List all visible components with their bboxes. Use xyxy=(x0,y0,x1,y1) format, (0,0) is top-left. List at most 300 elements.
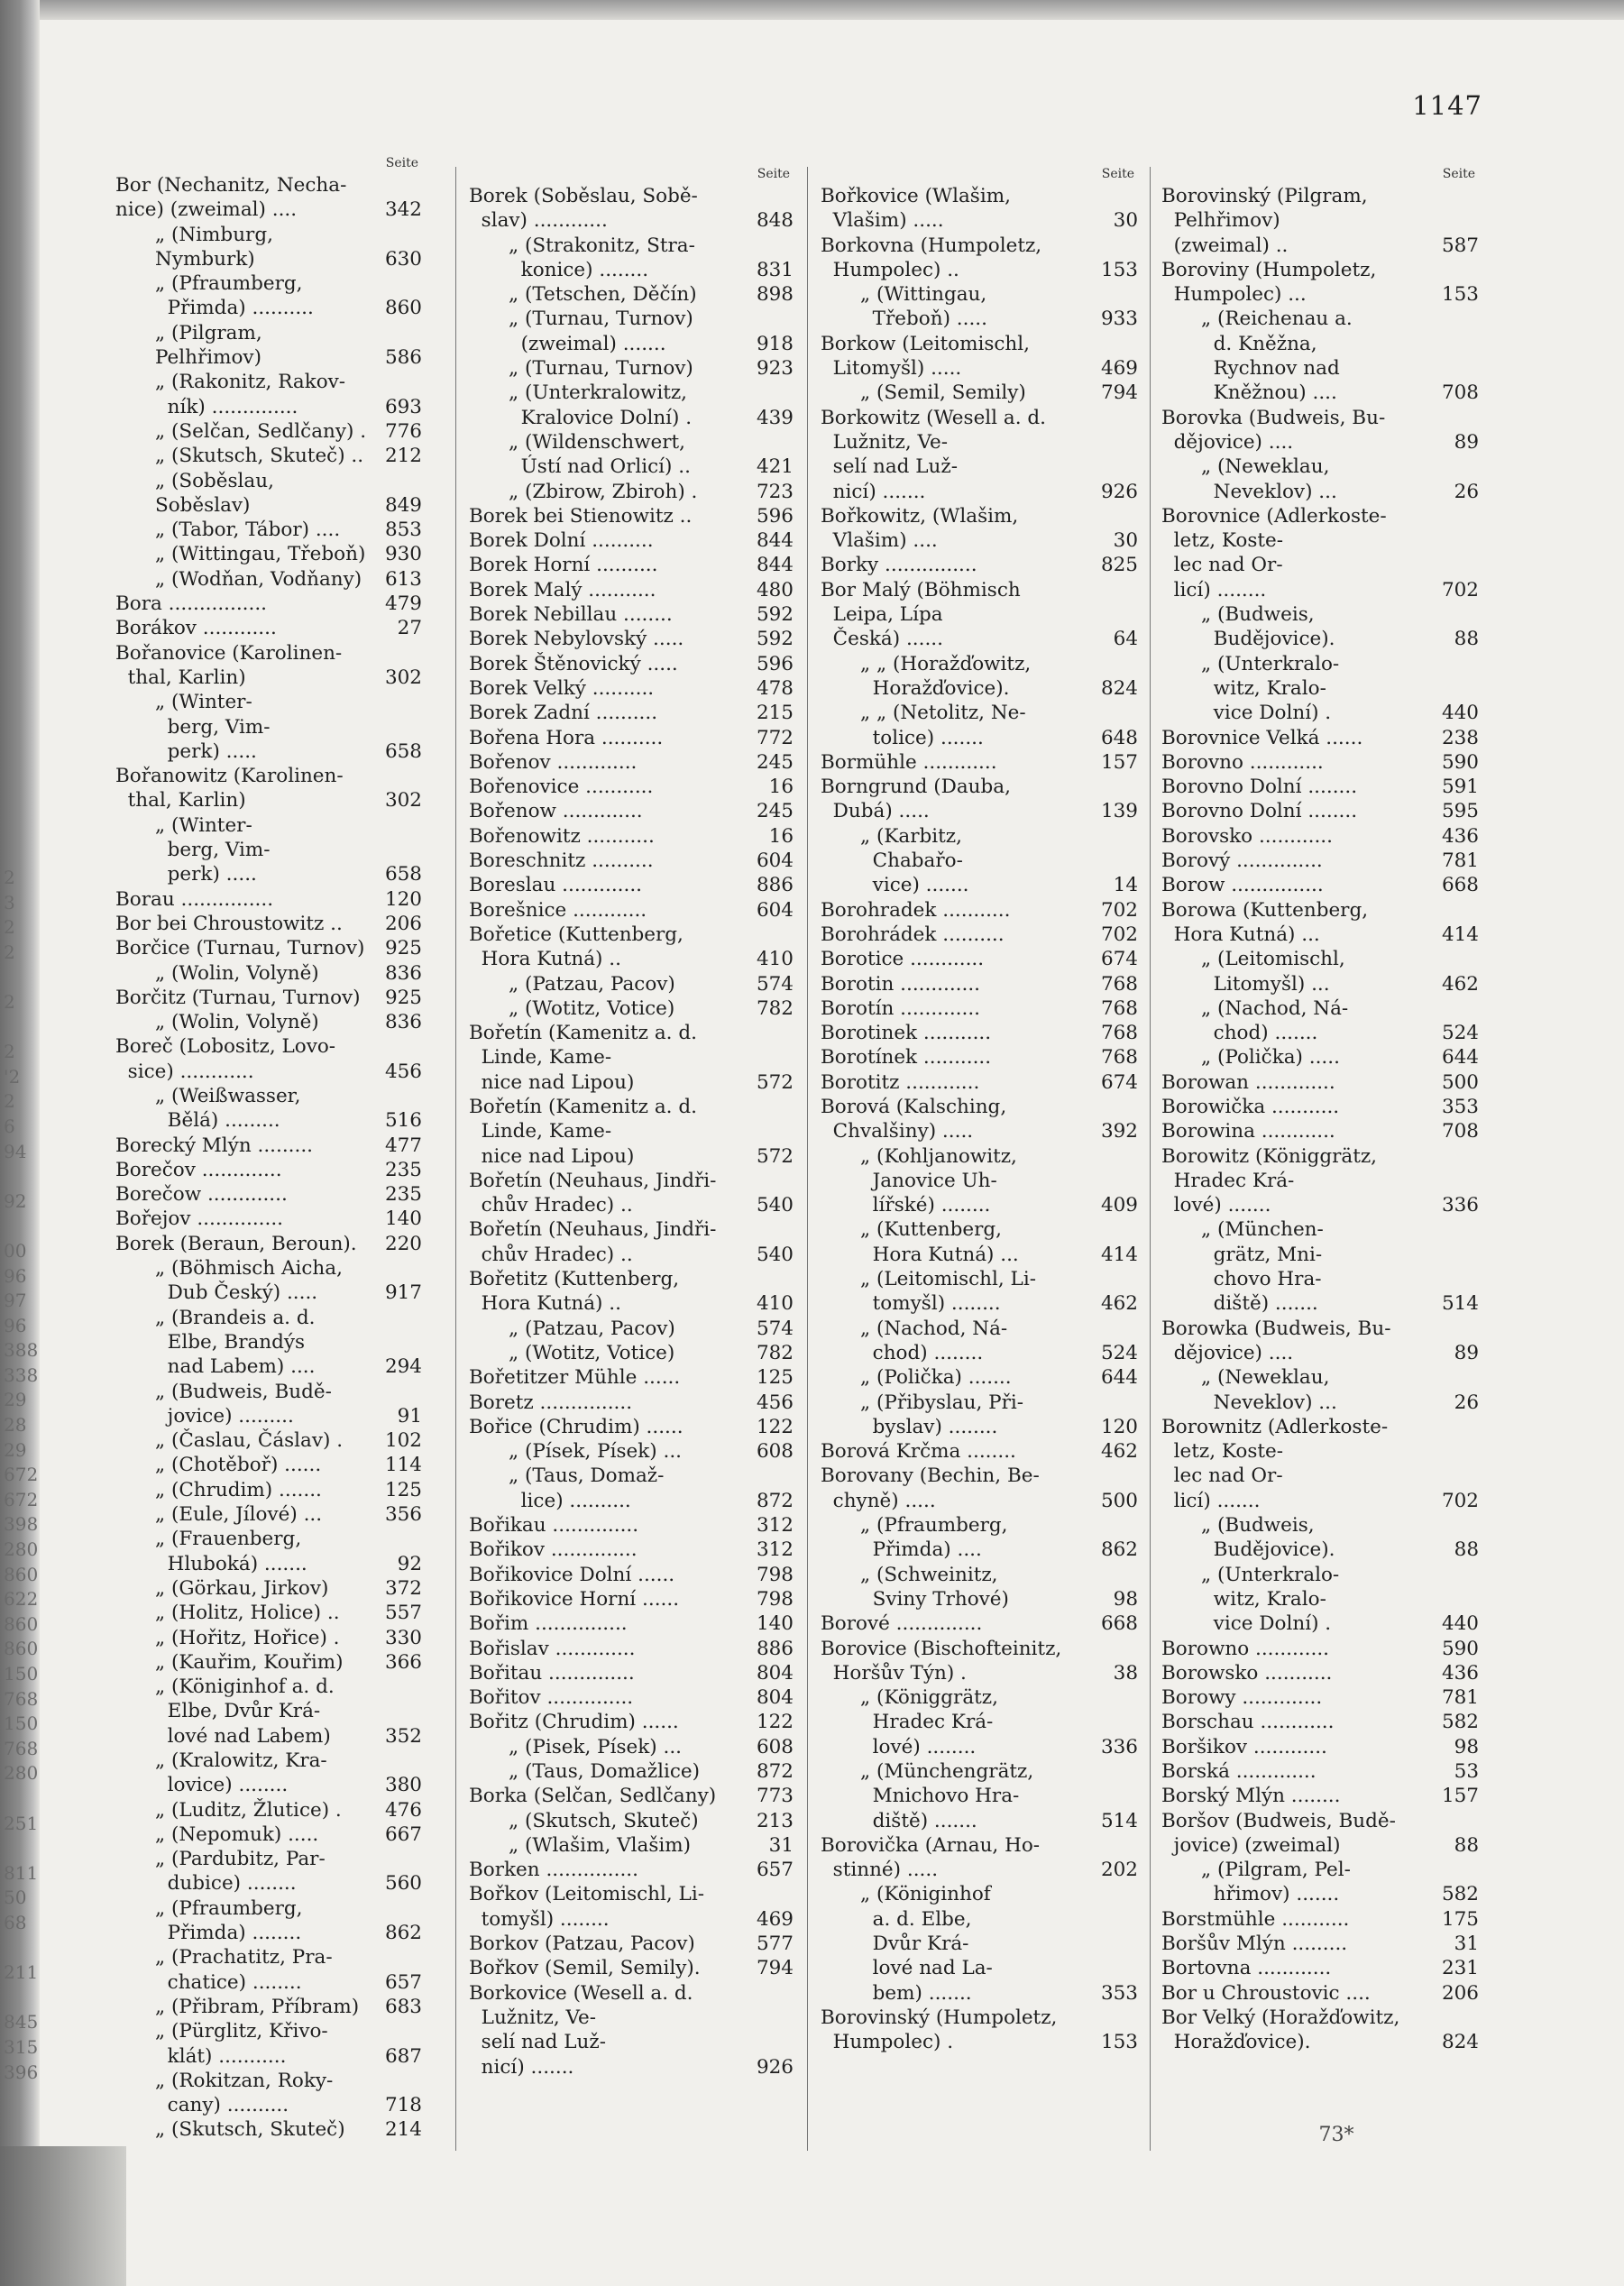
entry-place-name: Borákov ............ xyxy=(115,617,277,640)
index-entry xyxy=(1161,1858,1479,1907)
entry-place-name: „ (Neweklau, Neveklov) ... xyxy=(1201,1366,1337,1414)
entry-place-name: „ (Pilgram, Pelhřimov) xyxy=(155,321,269,370)
index-entry xyxy=(469,799,794,823)
entry-page-number: 479 xyxy=(384,592,422,616)
entry-place-name: „ (Pilgram, Pel- hřimov) ....... xyxy=(1201,1859,1351,1906)
entry-place-name: „ (Taus, Domažlice) xyxy=(509,1760,701,1783)
index-entry xyxy=(1161,1784,1479,1808)
index-entry xyxy=(821,381,1138,405)
index-entry xyxy=(821,1317,1138,1366)
index-entry xyxy=(469,1464,794,1513)
entry-page-number: 849 xyxy=(384,493,422,517)
index-entry xyxy=(469,1415,794,1439)
entry-page-number: 14 xyxy=(1113,874,1138,897)
entry-page-number: 206 xyxy=(1441,1981,1479,2005)
entry-page-number: 462 xyxy=(1441,972,1479,996)
entry-page-number: 120 xyxy=(384,887,422,911)
entry-page-number: 514 xyxy=(1441,1292,1479,1316)
index-entry xyxy=(469,381,794,430)
entry-place-name: „ (Nimburg, Nymburk) xyxy=(155,223,280,271)
entry-place-name: Bořikovice Dolní ...... xyxy=(469,1563,675,1586)
entry-place-name: Borek bei Stienowitz .. xyxy=(469,504,693,528)
index-entry xyxy=(1161,1907,1479,1932)
entry-place-name: Borešnice ............ xyxy=(469,898,647,922)
index-entry xyxy=(115,1995,422,2019)
entry-place-name: „ (Chotěboř) ...... xyxy=(155,1454,322,1477)
index-entry xyxy=(115,1428,422,1453)
margin-fragment: 251 xyxy=(4,1812,39,1834)
index-entry xyxy=(1161,1365,1479,1415)
entry-place-name: „ (Frauenberg, Hluboká) ....... xyxy=(155,1528,307,1575)
index-entry xyxy=(821,1611,1138,1636)
entry-page-number: 202 xyxy=(1100,1859,1138,1882)
entry-place-name: Bořenov ............. xyxy=(469,750,638,774)
entry-page-number: 330 xyxy=(384,1626,422,1649)
entry-place-name: Borčitz (Turnau, Turnov) xyxy=(115,986,361,1009)
index-entry xyxy=(115,1306,422,1380)
index-entry xyxy=(115,961,422,986)
entry-page-number: 844 xyxy=(756,554,794,577)
index-entry xyxy=(469,553,794,577)
entry-page-number: 708 xyxy=(1441,1120,1479,1143)
margin-fragment: 150 xyxy=(4,1663,39,1685)
entry-page-number: 312 xyxy=(756,1538,794,1562)
entry-page-number: 860 xyxy=(384,297,422,320)
entry-place-name: Borovinský (Pilgram, Pelhřimov) (zweimal) .. xyxy=(1161,185,1368,257)
index-entry xyxy=(115,1084,422,1134)
index-entry xyxy=(469,1391,794,1415)
entry-place-name: „ (Selčan, Sedlčany) . xyxy=(155,419,367,443)
entry-page-number: 923 xyxy=(756,357,794,381)
entry-place-name: Borová Krčma ........ xyxy=(821,1440,1016,1464)
index-entry xyxy=(821,1217,1138,1267)
entry-page-number: 794 xyxy=(756,1957,794,1980)
entry-page-number: 372 xyxy=(384,1576,422,1600)
entry-place-name: Borkovna (Humpoletz, Humpolec) .. xyxy=(821,234,1042,281)
index-entry xyxy=(469,184,794,234)
index-entry xyxy=(821,947,1138,971)
entry-place-name: Bořikovice Horní ...... xyxy=(469,1587,680,1611)
scan-top-shadow xyxy=(0,0,1624,20)
entry-page-number: 336 xyxy=(1441,1194,1479,1217)
entry-page-number: 440 xyxy=(1441,702,1479,725)
index-entry xyxy=(821,184,1138,234)
index-entry xyxy=(469,1710,794,1734)
entry-page-number: 245 xyxy=(756,750,794,774)
entry-page-number: 604 xyxy=(756,898,794,922)
entry-place-name: Borovsko ............ xyxy=(1161,824,1333,848)
entry-place-name: Borowsko ........... xyxy=(1161,1661,1333,1685)
entry-place-name: Bor bei Chroustowitz .. xyxy=(115,912,343,935)
entry-page-number: 477 xyxy=(384,1134,422,1157)
entry-page-number: 768 xyxy=(1100,1046,1138,1070)
index-entry xyxy=(115,2069,422,2118)
entry-place-name: „ „ (Horažďowitz, Horažďovice). xyxy=(860,652,1032,700)
entry-page-number: 592 xyxy=(756,603,794,627)
index-entry xyxy=(1161,184,1479,258)
index-entry xyxy=(469,1784,794,1808)
margin-fragment xyxy=(4,1836,40,1861)
entry-page-number: 667 xyxy=(384,1822,422,1846)
index-entry xyxy=(115,1380,422,1429)
entry-page-number: 595 xyxy=(1441,800,1479,823)
entry-page-number: 175 xyxy=(1441,1907,1479,1931)
entry-place-name: „ (Časlau, Čáslav) . xyxy=(155,1429,344,1453)
index-entry xyxy=(1161,1217,1479,1316)
entry-page-number: 140 xyxy=(756,1612,794,1636)
entry-page-number: 723 xyxy=(756,480,794,503)
entry-place-name: Bořetice (Kuttenberg, Hora Kutná) .. xyxy=(469,923,684,971)
entry-page-number: 157 xyxy=(1441,1785,1479,1808)
entry-page-number: 231 xyxy=(1441,1957,1479,1980)
entry-page-number: 836 xyxy=(384,1011,422,1034)
entry-page-number: 781 xyxy=(1441,849,1479,873)
entry-place-name: Borek Malý ........... xyxy=(469,578,656,601)
entry-page-number: 708 xyxy=(1441,381,1479,405)
margin-fragment: 92 xyxy=(4,1189,27,1212)
margin-fragment: 811 xyxy=(4,1861,39,1884)
entry-place-name: „ (Strakonitz, Stra- konice) ........ xyxy=(509,234,695,281)
column-rule xyxy=(807,167,808,2151)
index-entry xyxy=(1161,849,1479,873)
entry-place-name: Bořkov (Leitomischl, Li- tomyšl) ........ xyxy=(469,1883,704,1931)
index-entry xyxy=(115,1182,422,1207)
entry-place-name: „ (Wotitz, Votice) xyxy=(509,996,675,1020)
entry-place-name: Borovka (Budweis, Bu- dějovice) .... xyxy=(1161,406,1386,454)
entry-place-name: „ (Písek, Písek) ... xyxy=(509,1440,683,1464)
margin-fragment xyxy=(4,1936,40,1961)
entry-page-number: 862 xyxy=(384,1922,422,1945)
entry-place-name: „ (Unterkralowitz, Kralovice Dolní) . xyxy=(509,381,693,429)
index-entry xyxy=(115,1847,422,1896)
entry-page-number: 153 xyxy=(1100,258,1138,281)
index-entry xyxy=(821,972,1138,996)
entry-page-number: 798 xyxy=(756,1563,794,1586)
entry-page-number: 153 xyxy=(1441,283,1479,307)
entry-page-number: 590 xyxy=(1441,750,1479,774)
entry-place-name: Bořitz (Chrudim) ...... xyxy=(469,1711,679,1734)
index-entry xyxy=(469,307,794,356)
index-entry xyxy=(469,1587,794,1611)
entry-place-name: Boreč (Lobositz, Lovo- sice) ............ xyxy=(115,1035,336,1083)
entry-page-number: 933 xyxy=(1100,308,1138,331)
entry-place-name: „ (Skutsch, Skuteč) .. xyxy=(155,445,364,468)
index-entry xyxy=(821,1685,1138,1759)
index-entry xyxy=(115,1478,422,1502)
entry-page-number: 516 xyxy=(384,1109,422,1133)
index-entry xyxy=(821,996,1138,1021)
entry-place-name: „ (Wolin, Volyně) xyxy=(155,1011,319,1034)
entry-place-name: „ (Reichenau a. d. Kněžna, Rychnov nad Kněžnou) .... xyxy=(1201,308,1353,405)
entry-place-name: Borowitz (Königgrätz, Hradec Krá- lové) ....... xyxy=(1161,1144,1378,1217)
entry-place-name: Bořkovice (Wlašim, Vlašim) ..... xyxy=(821,185,1011,233)
margin-fragment xyxy=(4,1214,40,1239)
column-entries xyxy=(115,173,422,2143)
entry-place-name: Borečow ............. xyxy=(115,1183,288,1207)
entry-place-name: Borová (Kalsching, Chvalšiny) ..... xyxy=(821,1095,1007,1143)
index-entry xyxy=(115,1158,422,1182)
index-entry xyxy=(115,1650,422,1675)
entry-place-name: „ (Leitomischl, Litomyšl) ... xyxy=(1201,948,1345,996)
entry-page-number: 836 xyxy=(384,961,422,985)
index-column-2 xyxy=(469,153,794,2079)
margin-fragment: 396 xyxy=(4,2061,39,2083)
entry-page-number: 590 xyxy=(1441,1637,1479,1660)
index-entry xyxy=(115,1207,422,1231)
entry-page-number: 125 xyxy=(384,1478,422,1501)
entry-page-number: 439 xyxy=(756,406,794,429)
entry-place-name: Borohradek ........... xyxy=(821,898,1011,922)
index-entry xyxy=(1161,873,1479,897)
entry-page-number: 88 xyxy=(1454,1538,1479,1562)
index-entry xyxy=(469,726,794,750)
entry-page-number: 657 xyxy=(384,1970,422,1994)
index-entry xyxy=(1161,1759,1479,1784)
entry-page-number: 514 xyxy=(1100,1809,1138,1832)
entry-page-number: 235 xyxy=(384,1183,422,1207)
entry-page-number: 88 xyxy=(1454,1833,1479,1857)
entry-place-name: Borownitz (Adlerkoste- letz, Koste- lec nad Or- licí) ....... xyxy=(1161,1415,1389,1512)
index-entry xyxy=(115,1896,422,1946)
entry-place-name: „ (Winter- berg, Vim- perk) ..... xyxy=(155,691,271,763)
entry-place-name: „ (Skutsch, Skuteč) xyxy=(155,2118,345,2142)
entry-place-name: „ (München- grätz, Mni- chovo Hra- diště) ....... xyxy=(1201,1218,1324,1316)
entry-place-name: „ (Patzau, Pacov) xyxy=(509,972,675,996)
margin-fragment: 338 xyxy=(4,1363,39,1386)
index-entry xyxy=(821,1882,1138,2005)
index-entry xyxy=(1161,1513,1479,1563)
entry-page-number: 336 xyxy=(1100,1735,1138,1758)
entry-page-number: 312 xyxy=(756,1514,794,1538)
entry-place-name: Bořitau .............. xyxy=(469,1661,635,1685)
index-entry xyxy=(469,849,794,873)
index-entry xyxy=(115,1601,422,1625)
entry-place-name: Borowka (Budweis, Bu- dějovice) .... xyxy=(1161,1317,1391,1364)
index-entry xyxy=(115,1626,422,1650)
margin-fragment: 96 xyxy=(4,1314,27,1336)
entry-page-number: 925 xyxy=(384,937,422,960)
entry-place-name: „ (Chrudim) ....... xyxy=(155,1478,322,1501)
entry-place-name: Borovno Dolní ........ xyxy=(1161,800,1358,823)
entry-place-name: „ (Přibyslau, Při- byslav) ........ xyxy=(860,1391,1024,1438)
entry-page-number: 469 xyxy=(1100,357,1138,381)
entry-page-number: 30 xyxy=(1113,209,1138,233)
entry-place-name: Boretz ............... xyxy=(469,1391,633,1414)
entry-place-name: Borek (Beraun, Beroun). xyxy=(115,1232,357,1255)
entry-page-number: 644 xyxy=(1441,1046,1479,1070)
entry-page-number: 456 xyxy=(384,1060,422,1083)
index-entry xyxy=(821,406,1138,504)
index-entry xyxy=(821,1365,1138,1390)
entry-place-name: Borkov (Patzau, Pacov) xyxy=(469,1933,695,1956)
index-entry xyxy=(1161,1045,1479,1070)
index-entry xyxy=(469,1858,794,1882)
entry-page-number: 608 xyxy=(756,1440,794,1464)
entry-page-number: 302 xyxy=(384,666,422,689)
index-entry xyxy=(821,750,1138,775)
index-entry xyxy=(115,1034,422,1084)
index-entry xyxy=(469,972,794,996)
index-entry xyxy=(469,1809,794,1833)
index-entry xyxy=(469,1759,794,1784)
entry-page-number: 31 xyxy=(768,1833,794,1857)
entry-page-number: 768 xyxy=(1100,1022,1138,1045)
entry-page-number: 848 xyxy=(756,209,794,233)
entry-page-number: 782 xyxy=(756,1341,794,1364)
index-entry xyxy=(469,676,794,701)
entry-place-name: „ (Přibram, Příbram) xyxy=(155,1995,360,2018)
index-entry xyxy=(469,701,794,725)
entry-page-number: 804 xyxy=(756,1686,794,1710)
index-entry xyxy=(115,223,422,272)
entry-page-number: 572 xyxy=(756,1070,794,1094)
entry-place-name: „ (Görkau, Jirkov) xyxy=(155,1576,329,1600)
index-column-1 xyxy=(115,153,422,2143)
index-entry xyxy=(115,1822,422,1847)
index-entry xyxy=(1161,258,1479,308)
entry-place-name: „ (Pisek, Písek) ... xyxy=(509,1735,683,1758)
index-entry xyxy=(469,1833,794,1858)
index-entry xyxy=(821,1464,1138,1513)
entry-page-number: 702 xyxy=(1100,923,1138,946)
entry-page-number: 478 xyxy=(756,676,794,700)
entry-page-number: 380 xyxy=(384,1774,422,1797)
index-entry xyxy=(469,775,794,799)
entry-page-number: 574 xyxy=(756,972,794,996)
index-entry xyxy=(1161,652,1479,726)
entry-page-number: 212 xyxy=(384,445,422,468)
index-entry xyxy=(115,567,422,592)
column-header-seite: Seite xyxy=(1442,167,1475,181)
entry-place-name: Borový .............. xyxy=(1161,849,1323,873)
entry-place-name: Bořenowitz ........... xyxy=(469,824,655,848)
index-entry xyxy=(1161,1095,1479,1119)
index-entry xyxy=(821,553,1138,577)
entry-page-number: 668 xyxy=(1441,874,1479,897)
entry-page-number: 91 xyxy=(397,1404,422,1428)
entry-place-name: Bor (Nechanitz, Necha- nice) (zweimal) .... xyxy=(115,174,347,222)
entry-page-number: 657 xyxy=(756,1859,794,1882)
index-entry xyxy=(1161,406,1479,455)
entry-page-number: 353 xyxy=(1100,1981,1138,2005)
entry-page-number: 587 xyxy=(1441,234,1479,257)
index-column-4 xyxy=(1161,153,1479,2055)
entry-page-number: 582 xyxy=(1441,1883,1479,1906)
index-entry xyxy=(115,641,422,691)
entry-page-number: 480 xyxy=(756,578,794,601)
entry-place-name: „ (Tabor, Tábor) .... xyxy=(155,519,341,542)
index-entry xyxy=(115,1256,422,1306)
index-entry xyxy=(469,1513,794,1538)
index-entry xyxy=(821,1637,1138,1686)
margin-fragment: 672 xyxy=(4,1464,39,1486)
entry-place-name: Bořenow ............. xyxy=(469,800,643,823)
entry-place-name: „ (Karbitz, Chabařo- vice) ....... xyxy=(860,824,969,897)
entry-page-number: 674 xyxy=(1100,1070,1138,1094)
index-column-3 xyxy=(821,153,1138,2055)
index-entry xyxy=(469,824,794,849)
margin-fragment xyxy=(4,1015,40,1041)
entry-page-number: 781 xyxy=(1441,1686,1479,1710)
index-entry xyxy=(1161,1070,1479,1095)
entry-place-name: „ (Tetschen, Děčín) xyxy=(509,283,697,307)
entry-page-number: 392 xyxy=(1100,1120,1138,1143)
margin-fragment: 845 xyxy=(4,2011,39,2034)
index-entry xyxy=(469,1021,794,1095)
entry-page-number: 768 xyxy=(1100,996,1138,1020)
entry-place-name: „ (Pfraumberg, Přimda) .... xyxy=(860,1514,1008,1562)
entry-place-name: „ (Semil, Semily) xyxy=(860,381,1026,405)
index-entry xyxy=(469,1095,794,1169)
entry-page-number: 500 xyxy=(1100,1489,1138,1512)
index-entry xyxy=(821,824,1138,898)
index-entry xyxy=(115,1945,422,1995)
entry-place-name: „ (Nepomuk) ..... xyxy=(155,1822,319,1846)
entry-page-number: 658 xyxy=(384,739,422,763)
margin-fragment: 94 xyxy=(4,1140,27,1162)
index-entry xyxy=(115,1527,422,1576)
entry-place-name: Borngrund (Dauba, Dubá) ..... xyxy=(821,776,1011,823)
index-entry xyxy=(821,1267,1138,1317)
index-entry xyxy=(115,419,422,444)
entry-place-name: „ (Hořitz, Hořice) . xyxy=(155,1626,340,1649)
margin-fragment: 2 xyxy=(4,867,15,888)
index-entry xyxy=(469,234,794,283)
margin-fragment: 2 xyxy=(4,1041,15,1063)
index-entry xyxy=(115,1232,422,1256)
margin-fragment: 768 xyxy=(4,1737,39,1759)
entry-page-number: 16 xyxy=(768,824,794,848)
entry-page-number: 702 xyxy=(1441,1489,1479,1512)
entry-page-number: 26 xyxy=(1454,480,1479,503)
index-entry xyxy=(1161,1710,1479,1734)
entry-place-name: „ (Kauřim, Kouřim) xyxy=(155,1650,344,1674)
index-entry xyxy=(469,1637,794,1661)
entry-page-number: 782 xyxy=(756,996,794,1020)
index-entry xyxy=(1161,1661,1479,1685)
index-entry xyxy=(115,2117,422,2142)
entry-place-name: „ „ (Netolitz, Ne- tolice) ....... xyxy=(860,702,1026,749)
entry-place-name: „ (Pfraumberg, Přimda) ........ xyxy=(155,1896,303,1945)
index-entry xyxy=(821,234,1138,283)
entry-page-number: 220 xyxy=(384,1232,422,1255)
entry-page-number: 440 xyxy=(1441,1612,1479,1636)
entry-place-name: Bořena Hora .......... xyxy=(469,726,664,749)
index-entry xyxy=(821,1759,1138,1833)
index-entry xyxy=(1161,1119,1479,1143)
entry-page-number: 925 xyxy=(384,986,422,1009)
entry-page-number: 886 xyxy=(756,1637,794,1660)
entry-page-number: 862 xyxy=(1100,1538,1138,1562)
entry-page-number: 557 xyxy=(384,1602,422,1625)
margin-fragment: 211 xyxy=(4,1961,39,1984)
margin-fragment: 280 xyxy=(4,1762,39,1785)
index-entry xyxy=(115,1798,422,1822)
entry-page-number: 476 xyxy=(384,1798,422,1822)
index-entry xyxy=(469,1661,794,1685)
index-entry xyxy=(115,1749,422,1798)
index-entry xyxy=(469,1267,794,1317)
index-entry xyxy=(1161,307,1479,405)
entry-place-name: „ (Holitz, Holice) .. xyxy=(155,1602,340,1625)
index-entry xyxy=(1161,1317,1479,1366)
entry-page-number: 776 xyxy=(384,419,422,443)
margin-fragment: 2 xyxy=(4,990,15,1013)
margin-fragment xyxy=(4,1164,40,1189)
margin-fragment: 29 xyxy=(4,1438,27,1461)
entry-place-name: Borkowitz (Wesell a. d. Lužnitz, Ve- selí nad Luž- nicí) ....... xyxy=(821,406,1046,503)
index-entry xyxy=(1161,1981,1479,2006)
